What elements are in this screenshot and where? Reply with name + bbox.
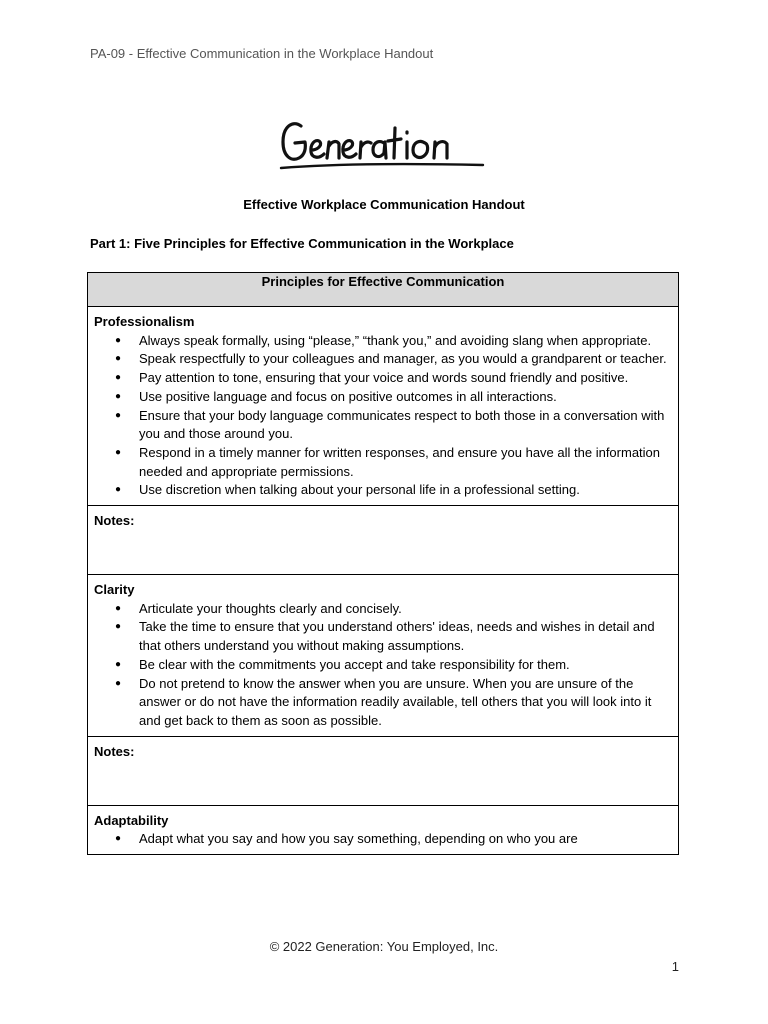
section-title-professionalism: Professionalism	[94, 314, 195, 329]
list-item: ● Speak respectfully to your colleagues and manager, as you would a grandparent or teacher.	[94, 350, 672, 369]
section-title-clarity: Clarity	[94, 582, 135, 598]
principles-table	[87, 272, 679, 855]
page-number: 1	[671, 959, 679, 974]
section-professionalism	[88, 307, 679, 506]
list-item: ● Use discretion when talking about your personal life in a professional setting.	[94, 481, 672, 500]
table-header: Principles for Effective Communication	[88, 273, 679, 307]
adaptability-list	[94, 830, 672, 849]
running-header: PA-09 - Effective Communication in the Workplace Handout	[90, 46, 434, 61]
professionalism-list	[94, 332, 672, 500]
list-item: ● Adapt what you say and how you say something, depending on who you are	[94, 830, 672, 849]
notes-cell-clarity	[88, 736, 679, 805]
document-title: Effective Workplace Communication Handout	[243, 197, 525, 212]
notes-label: Notes:	[94, 513, 135, 529]
notes-cell-professionalism	[88, 506, 679, 575]
part-heading: Part 1: Five Principles for Effective Communication in the Workplace	[90, 236, 514, 251]
list-item: ● Always speak formally, using “please,” “thank you,” and avoiding slang when appropriate.	[94, 332, 672, 351]
list-item: ● Respond in a timely manner for written responses, and ensure you have all the information needed and appropriate permissions.	[94, 444, 672, 481]
section-clarity	[88, 575, 679, 737]
list-item: ● Do not pretend to know the answer when you are unsure. When you are unsure of the answer or do not have the information readily available, tell others that you will look into it and get back to them as soon as possible.	[94, 675, 672, 731]
list-item: ● Take the time to ensure that you understand others' ideas, needs and wishes in detail and that others understand you without making assumptions.	[94, 618, 672, 655]
list-item: ● Articulate your thoughts clearly and concisely.	[94, 600, 672, 619]
list-item: ● Be clear with the commitments you accept and take responsibility for them.	[94, 656, 672, 675]
list-item: ● Pay attention to tone, ensuring that your voice and words sound friendly and positive.	[94, 369, 672, 388]
list-item: ● Ensure that your body language communicates respect to both those in a conversation with you and those around you.	[94, 407, 672, 444]
section-adaptability	[88, 805, 679, 854]
notes-label: Notes:	[94, 743, 135, 759]
generation-logo	[279, 112, 489, 176]
clarity-list	[94, 600, 672, 731]
copyright-footer: © 2022 Generation: You Employed, Inc.	[269, 939, 499, 954]
section-title-adaptability: Adaptability	[94, 812, 169, 828]
list-item: ● Use positive language and focus on positive outcomes in all interactions.	[94, 388, 672, 407]
